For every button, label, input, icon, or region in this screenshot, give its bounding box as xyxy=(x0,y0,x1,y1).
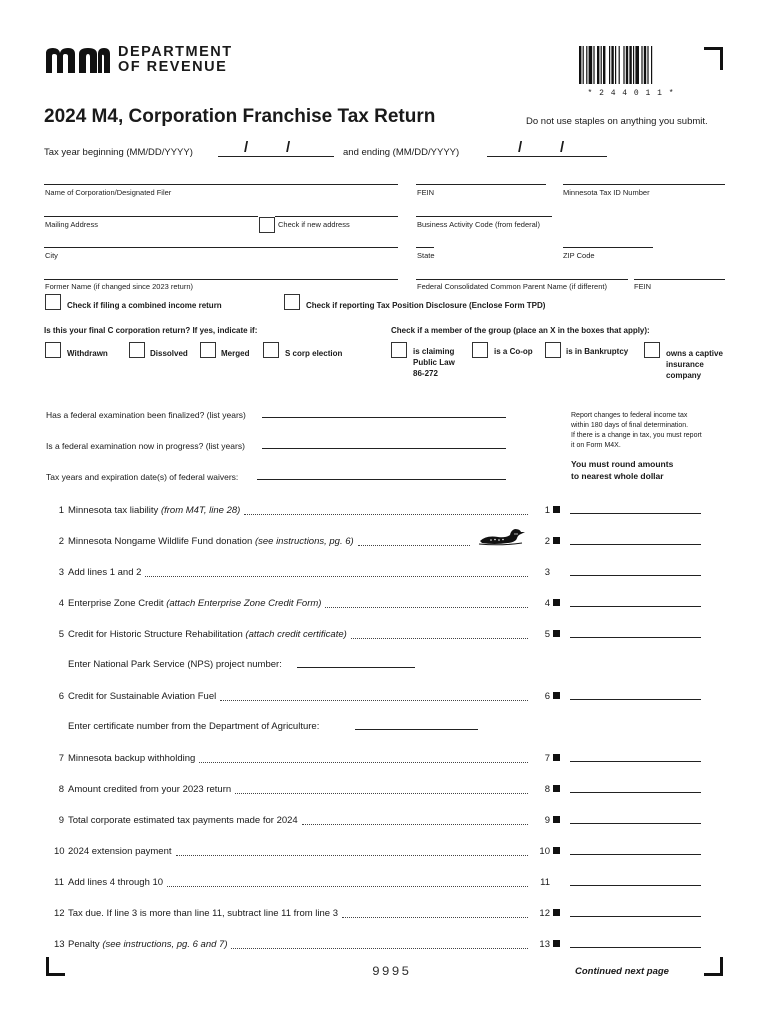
barcode-bar xyxy=(583,46,584,84)
city-field[interactable] xyxy=(44,247,398,248)
required-square-icon xyxy=(553,537,560,544)
exam-finalized-field[interactable] xyxy=(262,417,506,418)
line-text: Total corporate estimated tax payments made for 2024 xyxy=(68,815,298,826)
corner-mark-top-right xyxy=(704,47,723,70)
captive-line-2: insurance xyxy=(666,360,704,369)
line-amount-field[interactable] xyxy=(570,885,701,886)
federal-change-note xyxy=(571,411,702,451)
line-ref-number: 6 xyxy=(544,691,550,702)
captive-label xyxy=(666,348,723,381)
barcode-icon xyxy=(579,46,683,86)
line-ref-number: 2 xyxy=(544,536,550,547)
federal-parent-label: Federal Consolidated Common Parent Name (if different) xyxy=(417,282,607,291)
dot-leader xyxy=(325,607,528,608)
line-number: 2 xyxy=(58,536,64,547)
public-law-line-1: is claiming xyxy=(413,347,455,356)
public-law-checkbox[interactable] xyxy=(391,342,407,358)
line-description xyxy=(68,598,321,609)
note-line-1: Report changes to federal income tax xyxy=(571,412,688,419)
line-amount-field[interactable] xyxy=(570,575,701,576)
exam-progress-label: Is a federal examination now in progress? (list years) xyxy=(46,441,245,451)
line-amount-field[interactable] xyxy=(570,947,701,948)
dot-leader xyxy=(145,576,528,577)
bankruptcy-label: is in Bankruptcy xyxy=(566,347,629,356)
form-title: 2024 M4, Corporation Franchise Tax Return xyxy=(44,106,436,127)
city-label: City xyxy=(45,251,58,260)
date-slash: / xyxy=(518,139,523,156)
dot-leader xyxy=(220,700,528,701)
round-line-1: You must round amounts xyxy=(571,459,674,469)
barcode-text: * 2 4 4 0 1 1 * xyxy=(587,89,675,98)
required-square-icon xyxy=(553,692,560,699)
line-note: (from M4T, line 28) xyxy=(160,505,241,516)
tax-year-ending-label: and ending (MM/DD/YYYY) xyxy=(343,147,460,158)
merged-checkbox[interactable] xyxy=(200,342,216,358)
tpd-label: Check if reporting Tax Position Disclosure (Enclose Form TPD) xyxy=(306,301,546,310)
required-square-icon xyxy=(553,506,560,513)
line-ref-number: 3 xyxy=(544,567,550,578)
line-ref xyxy=(520,536,560,547)
business-activity-label: Business Activity Code (from federal) xyxy=(417,220,540,229)
zip-label: ZIP Code xyxy=(563,251,595,260)
line-ref-number: 8 xyxy=(544,784,550,795)
barcode-bar xyxy=(579,46,581,84)
tax-year-ending-field[interactable] xyxy=(487,156,607,157)
required-square-icon xyxy=(553,940,560,947)
new-address-checkbox[interactable] xyxy=(259,217,275,233)
line-amount-field[interactable] xyxy=(570,823,701,824)
cert-field[interactable] xyxy=(355,729,478,730)
combined-return-label: Check if filing a combined income return xyxy=(67,301,222,310)
public-law-label xyxy=(413,346,455,379)
dept-name xyxy=(118,45,233,75)
line-amount-field[interactable] xyxy=(570,637,701,638)
final-return-question: Is this your final C corporation return? If yes, indicate if: xyxy=(44,326,258,335)
new-address-label: Check if new address xyxy=(278,220,350,229)
line-description xyxy=(68,939,227,950)
note-line-2: within 180 days of final determination. xyxy=(571,422,689,429)
mn-logo xyxy=(44,45,112,80)
line-amount-field[interactable] xyxy=(570,792,701,793)
barcode-bar xyxy=(623,46,624,84)
line-text: Amount credited from your 2023 return xyxy=(68,784,232,795)
dot-leader xyxy=(351,638,528,639)
barcode-bar xyxy=(615,46,616,84)
dissolved-checkbox[interactable] xyxy=(129,342,145,358)
barcode-bar xyxy=(603,46,605,84)
line-description xyxy=(68,846,172,857)
barcode-bar xyxy=(626,46,628,84)
coop-checkbox[interactable] xyxy=(472,342,488,358)
dot-leader xyxy=(302,824,528,825)
barcode-bar xyxy=(589,46,593,84)
dot-leader xyxy=(231,948,528,949)
state-label: State xyxy=(417,251,435,260)
cert-label: Enter certificate number from the Department of Agriculture: xyxy=(68,721,320,732)
dot-leader xyxy=(199,762,528,763)
line-amount-field[interactable] xyxy=(570,513,701,514)
line-text: Tax due. If line 3 is more than line 11, subtract line 11 from line 3 xyxy=(68,908,339,919)
line-description xyxy=(68,784,231,795)
barcode-bar xyxy=(647,46,648,84)
bankruptcy-checkbox[interactable] xyxy=(545,342,561,358)
line-number: 12 xyxy=(54,908,65,919)
line-ref-number: 12 xyxy=(539,908,550,919)
line-amount-field[interactable] xyxy=(570,761,701,762)
required-square-icon xyxy=(553,630,560,637)
name-field[interactable] xyxy=(44,184,398,185)
line-number: 3 xyxy=(58,567,64,578)
line-text: Enterprise Zone Credit xyxy=(68,598,167,609)
required-square-icon xyxy=(553,816,560,823)
dot-leader xyxy=(176,855,528,856)
line-text: Add lines 1 and 2 xyxy=(68,567,142,578)
line-note: (attach credit certificate) xyxy=(245,629,347,640)
line-ref-number: 13 xyxy=(539,939,550,950)
public-law-line-3: 86-272 xyxy=(413,369,438,378)
dot-leader xyxy=(342,917,528,918)
nps-label: Enter National Park Service (NPS) project number: xyxy=(68,659,282,670)
line-note: (attach Enterprise Zone Credit Form) xyxy=(166,598,322,609)
line-description xyxy=(68,629,347,640)
barcode-bar xyxy=(635,46,639,84)
line-text: 2024 extension payment xyxy=(68,846,172,857)
line-number: 7 xyxy=(58,753,64,764)
line-ref-number: 5 xyxy=(544,629,550,640)
line-description xyxy=(68,567,141,578)
line-ref-number: 1 xyxy=(544,505,550,516)
line-ref-number: 11 xyxy=(540,877,550,888)
merged-label: Merged xyxy=(221,349,250,358)
withdrawn-checkbox[interactable] xyxy=(45,342,61,358)
name-label: Name of Corporation/Designated Filer xyxy=(45,188,172,197)
state-field[interactable] xyxy=(416,247,434,248)
new-address-line xyxy=(275,216,398,217)
required-square-icon xyxy=(553,909,560,916)
fein-field[interactable] xyxy=(416,184,546,185)
corner-mark-bottom-right xyxy=(704,957,723,976)
barcode-bar xyxy=(609,46,610,84)
loon-icon xyxy=(476,527,526,547)
barcode-bar xyxy=(611,46,613,84)
line-number: 6 xyxy=(58,691,64,702)
fein-label: FEIN xyxy=(417,188,435,197)
captive-checkbox[interactable] xyxy=(644,342,660,358)
fein2-field[interactable] xyxy=(634,279,725,280)
captive-line-3: company xyxy=(666,371,702,380)
zip-field[interactable] xyxy=(563,247,653,248)
continued-note: Continued next page xyxy=(575,966,669,977)
coop-label: is a Co-op xyxy=(494,347,533,356)
combined-return-checkbox[interactable] xyxy=(45,294,61,310)
required-square-icon xyxy=(553,785,560,792)
line-description xyxy=(68,505,240,516)
line-ref-number: 9 xyxy=(544,815,550,826)
note-line-4: it on Form M4X. xyxy=(571,442,621,449)
exam-finalized-label: Has a federal examination been finalized? (list years) xyxy=(46,410,246,420)
line-number: 5 xyxy=(58,629,64,640)
mailing-address-label: Mailing Address xyxy=(45,220,98,229)
line-text: Minnesota backup withholding xyxy=(68,753,196,764)
line-number: 11 xyxy=(54,877,64,888)
round-line-2: to nearest whole dollar xyxy=(571,471,664,481)
line-number: 1 xyxy=(58,505,64,516)
required-square-icon xyxy=(553,599,560,606)
barcode-bar xyxy=(633,46,634,84)
line-text: Minnesota Nongame Wildlife Fund donation xyxy=(68,536,255,547)
line-amount-field[interactable] xyxy=(570,606,701,607)
line-amount-field[interactable] xyxy=(570,854,701,855)
barcode-bar xyxy=(644,46,646,84)
barcode xyxy=(579,46,683,98)
line-amount-field[interactable] xyxy=(570,544,701,545)
line-text: Penalty xyxy=(68,939,103,950)
waivers-label: Tax years and expiration date(s) of federal waivers: xyxy=(46,472,239,482)
required-square-icon xyxy=(553,847,560,854)
mn-tax-id-field[interactable] xyxy=(563,184,725,185)
staples-note: Do not use staples on anything you submit. xyxy=(526,116,708,127)
line-number: 4 xyxy=(58,598,64,609)
barcode-bar xyxy=(601,46,602,84)
former-name-label: Former Name (if changed since 2023 return) xyxy=(45,282,193,291)
federal-parent-field[interactable] xyxy=(416,279,628,280)
line-ref-number: 7 xyxy=(544,753,550,764)
s-corp-label: S corp election xyxy=(285,349,343,358)
exam-progress-field[interactable] xyxy=(262,448,506,449)
barcode-bar xyxy=(586,46,587,84)
captive-line-1: owns a captive xyxy=(666,349,723,358)
waivers-field[interactable] xyxy=(257,479,506,480)
line-description xyxy=(68,691,216,702)
nps-field[interactable] xyxy=(297,667,415,668)
fein2-label: FEIN xyxy=(634,282,652,291)
line-description xyxy=(68,753,195,764)
line-number: 9 xyxy=(58,815,64,826)
tax-year-beginning-label: Tax year beginning (MM/DD/YYYY) xyxy=(44,147,193,158)
former-name-field[interactable] xyxy=(44,279,398,280)
corner-mark-bottom-left xyxy=(46,957,65,976)
mn-logo-icon xyxy=(44,45,112,75)
group-question: Check if a member of the group (place an X in the boxes that apply): xyxy=(391,326,650,335)
line-description xyxy=(68,815,298,826)
note-line-3: If there is a change in tax, you must report xyxy=(571,432,702,439)
line-note: (see instructions, pg. 6) xyxy=(254,536,354,547)
barcode-bar xyxy=(651,46,652,84)
barcode-bar xyxy=(593,46,594,84)
date-slash: / xyxy=(244,139,249,156)
dissolved-label: Dissolved xyxy=(150,349,188,358)
mailing-address-field[interactable] xyxy=(44,216,258,217)
dot-leader xyxy=(358,545,470,546)
line-description xyxy=(68,877,163,888)
s-corp-checkbox[interactable] xyxy=(263,342,279,358)
line-amount-field[interactable] xyxy=(570,916,701,917)
round-note xyxy=(571,458,673,482)
public-law-line-2: Public Law xyxy=(413,358,455,367)
barcode-bar xyxy=(641,46,642,84)
dot-leader xyxy=(235,793,528,794)
loon-icon-wrap xyxy=(476,527,526,552)
business-activity-field[interactable] xyxy=(416,216,552,217)
dept-line-1: DEPARTMENT xyxy=(118,44,233,60)
line-ref-number: 4 xyxy=(544,598,550,609)
date-slash: / xyxy=(560,139,565,156)
mn-tax-id-label: Minnesota Tax ID Number xyxy=(563,188,650,197)
line-ref-number: 10 xyxy=(539,846,550,857)
line-text: Add lines 4 through 10 xyxy=(68,877,164,888)
barcode-bar xyxy=(629,46,631,84)
line-number: 10 xyxy=(54,846,65,857)
date-slash: / xyxy=(286,139,291,156)
line-text: Minnesota tax liability xyxy=(68,505,161,516)
tax-year-beginning-field[interactable] xyxy=(218,156,334,157)
line-note: (see instructions, pg. 6 and 7) xyxy=(102,939,228,950)
dept-line-2: OF REVENUE xyxy=(118,59,228,75)
line-number: 13 xyxy=(54,939,65,950)
line-text: Credit for Historic Structure Rehabilitation xyxy=(68,629,246,640)
tpd-checkbox[interactable] xyxy=(284,294,300,310)
line-number: 8 xyxy=(58,784,64,795)
line-description xyxy=(68,536,354,547)
line-text: Credit for Sustainable Aviation Fuel xyxy=(68,691,217,702)
line-amount-field[interactable] xyxy=(570,699,701,700)
barcode-bar xyxy=(597,46,599,84)
line-description xyxy=(68,908,338,919)
form-code: 9995 xyxy=(372,964,412,979)
dot-leader xyxy=(244,514,528,515)
withdrawn-label: Withdrawn xyxy=(67,349,108,358)
barcode-bar xyxy=(619,46,620,84)
dot-leader xyxy=(167,886,528,887)
required-square-icon xyxy=(553,754,560,761)
